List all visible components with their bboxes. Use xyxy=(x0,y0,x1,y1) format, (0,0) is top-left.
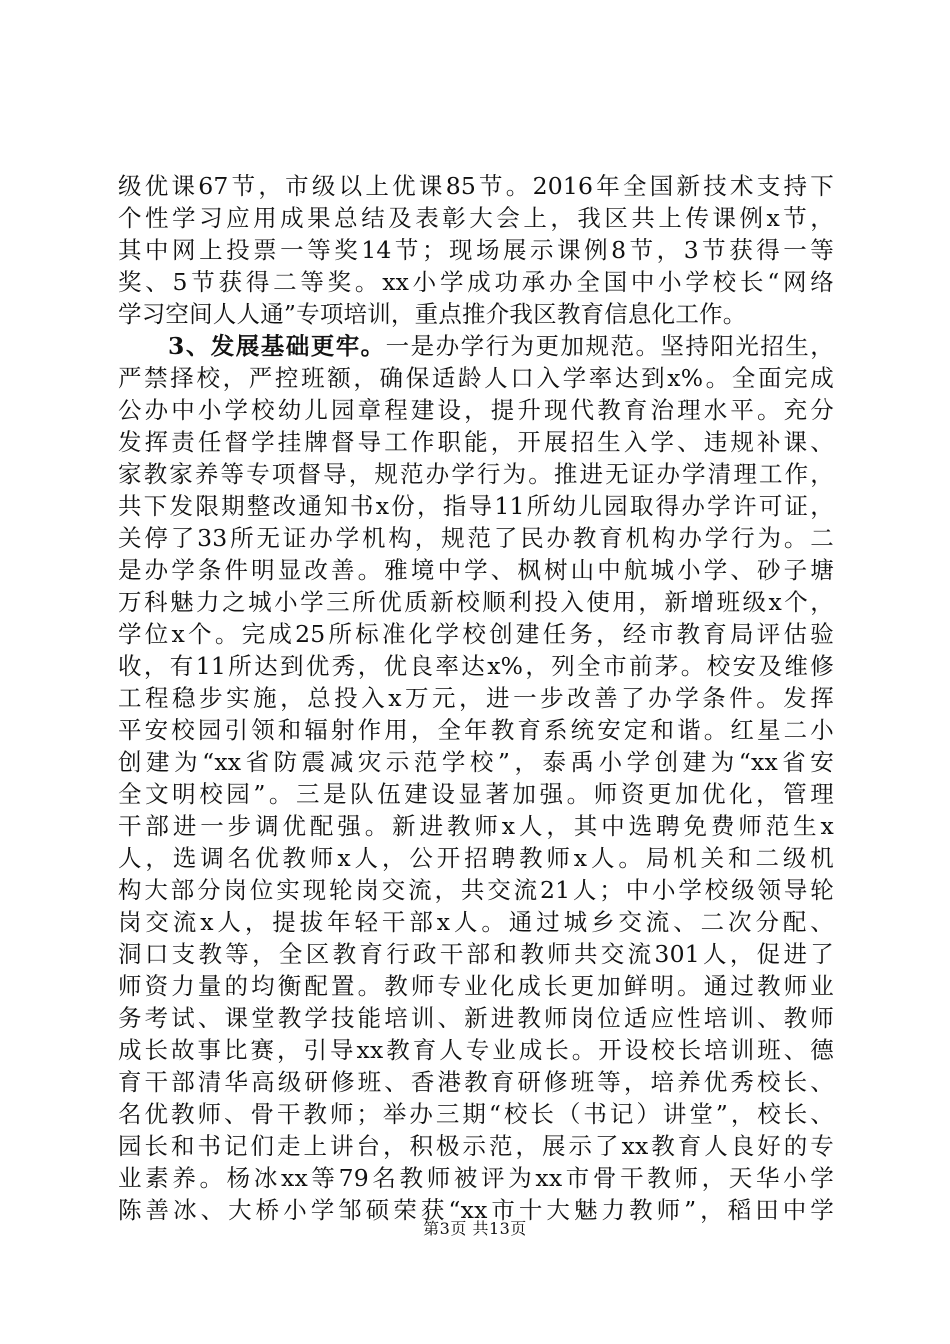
text-line: 其中网上投票一等奖14节；现场展示课例8节，3节获得一等 xyxy=(118,236,834,264)
text-line: 创建为“xx省防震减灾示范学校”，泰禹小学创建为“xx省安 xyxy=(118,748,834,776)
text-line: 人，选调名优教师x人，公开招聘教师x人。局机关和二级机 xyxy=(118,844,834,872)
text-line: 学习空间人人通”专项培训，重点推介我区教育信息化工作。 xyxy=(118,300,747,328)
text-line: 务考试、课堂教学技能培训、新进教师岗位适应性培训、教师 xyxy=(118,1004,834,1032)
text-line: 干部进一步调优配强。新进教师x人，其中选聘免费师范生x xyxy=(118,812,834,840)
text-line: 万科魅力之城小学三所优质新校顺利投入使用，新增班级x个， xyxy=(118,588,834,616)
text-line: 平安校园引领和辐射作用，全年教育系统安定和谐。红星二小 xyxy=(118,716,834,744)
text-line: 家教家养等专项督导，规范办学行为。推进无证办学清理工作， xyxy=(118,460,834,488)
text-line: 全文明校园”。三是队伍建设显著加强。师资更加优化，管理 xyxy=(118,780,834,808)
text-line: 学位x个。完成25所标准化学校创建任务，经市教育局评估验 xyxy=(118,620,834,648)
section-3-heading: 3、发展基础更牢。 xyxy=(168,332,386,360)
text-line: 发挥责任督学挂牌督导工作职能，开展招生入学、违规补课、 xyxy=(118,428,834,456)
text-line: 育干部清华高级研修班、香港教育研修班等，培养优秀校长、 xyxy=(118,1068,834,1096)
document-body xyxy=(118,170,834,1226)
text-line: 名优教师、骨干教师；举办三期“校长（书记）讲堂”，校长、 xyxy=(118,1100,834,1128)
text-line: 岗交流x人，提拔年轻干部x人。通过城乡交流、二次分配、 xyxy=(118,908,834,936)
text-line: 构大部分岗位实现轮岗交流，共交流21人；中小学校级领导轮 xyxy=(118,876,834,904)
text-line: 工程稳步实施，总投入x万元，进一步改善了办学条件。发挥 xyxy=(118,684,834,712)
text-line: 业素养。杨冰xx等79名教师被评为xx市骨干教师，天华小学 xyxy=(118,1164,834,1192)
section-3-first-line xyxy=(118,330,834,362)
page-footer: 第3页 共13页 xyxy=(423,1219,527,1238)
text-line: 洞口支教等，全区教育行政干部和教师共交流301人，促进了 xyxy=(118,940,834,968)
section-3-paragraph xyxy=(118,362,834,1226)
text-line: 师资力量的均衡配置。教师专业化成长更加鲜明。通过教师业 xyxy=(118,972,834,1000)
text-line: 严禁择校，严控班额，确保适龄人口入学率达到x%。全面完成 xyxy=(118,364,834,392)
text-line: 成长故事比赛，引导xx教育人专业成长。开设校长培训班、德 xyxy=(118,1036,834,1064)
text-line: 个性学习应用成果总结及表彰大会上，我区共上传课例x节， xyxy=(118,204,834,232)
section-3-first-line-text: 一是办学行为更加规范。坚持阳光招生， xyxy=(385,332,834,360)
text-line: 级优课67节，市级以上优课85节。2016年全国新技术支持下 xyxy=(118,172,834,200)
text-line: 关停了33所无证办学机构，规范了民办教育机构办学行为。二 xyxy=(118,524,834,552)
text-line: 园长和书记们走上讲台，积极示范，展示了xx教育人良好的专 xyxy=(118,1132,834,1160)
text-line: 陈善冰、大桥小学邹硕荣获“xx市十大魅力教师”，稻田中学 xyxy=(118,1196,834,1224)
text-line: 共下发限期整改通知书x份，指导11所幼儿园取得办学许可证， xyxy=(118,492,834,520)
text-line: 奖、5节获得二等奖。xx小学成功承办全国中小学校长“网络 xyxy=(118,268,834,296)
text-line: 收，有11所达到优秀，优良率达x%，列全市前茅。校安及维修 xyxy=(118,652,834,680)
text-line: 是办学条件明显改善。雅境中学、枫树山中航城小学、砂子塘 xyxy=(118,556,834,584)
text-line: 公办中小学校幼儿园章程建设，提升现代教育治理水平。充分 xyxy=(118,396,834,424)
